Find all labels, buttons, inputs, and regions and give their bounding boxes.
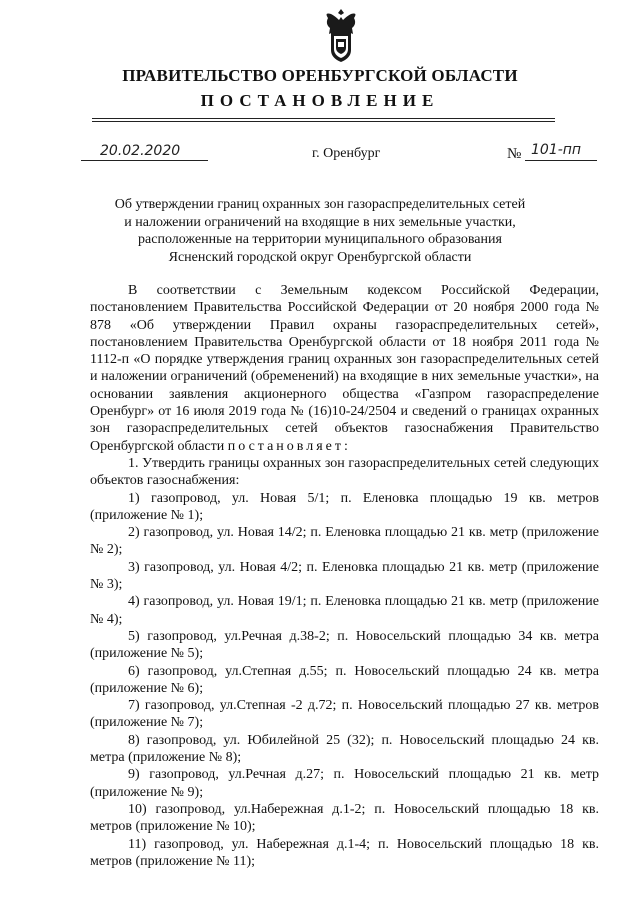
subject-line: Об утверждении границ охранных зон газораспределительных сетей (114, 197, 526, 212)
document-city: г. Оренбург (312, 146, 381, 161)
date-underline (81, 160, 208, 161)
subject-line: Ясненский городской округ Оренбургской области (168, 249, 472, 265)
subject-line: и наложении ограничений на входящие в них земельные участки, (124, 214, 516, 230)
list-item: 10) газопровод, ул.Набережная д.1-2; п. Новосельский площадью 18 кв. метров (приложение № 10); (90, 801, 599, 835)
document-date: 20.02.2020 (100, 143, 181, 159)
decree-word: постановляет: (227, 438, 351, 454)
list-item: 9) газопровод, ул.Речная д.27; п. Новосельский площадью 21 кв. метр (приложение № 9); (90, 767, 599, 800)
list-item: 1) газопровод, ул. Новая 5/1; п. Еленовка площадью 19 кв. метров (приложение № 1); (90, 490, 599, 523)
list-item: 1. Утвердить границы охранных зон газораспределительных сетей следующих объектов газоснабжения: (90, 455, 599, 489)
document-number: 101-пп (531, 142, 582, 158)
subject-line: расположенные на территории муниципального образования (138, 232, 502, 247)
list-item: 3) газопровод, ул. Новая 4/2; п. Еленовка площадью 21 кв. метр (приложение № 3); (90, 559, 599, 593)
document-body (90, 282, 599, 870)
number-label: № (507, 146, 522, 162)
preamble-text: В соответствии с Земельным кодексом Российской Федерации, постановлением Правительства Российской Федерации от 20 ноября 2000 года № 878 «Об утверждении Правил охраны газораспределительных сетей», постановлением Правительства Оренбургской области от 18 ноября 2011 года № 1112-п «О порядке утверждения границ охранных зон газораспределительных сетей и наложении ограничений (обременений) на входящие в них земельные участки», на основании заявления акционерного общества «Газпром газораспределение Оренбург» от 16 июля 2019 года № (16)10-24/2504 и сведений о границах охранных зон газораспределительных сетей объектов газоснабжения Правительство Оренбургской области (90, 283, 599, 454)
number-underline (525, 160, 597, 161)
coat-of-arms-icon (322, 8, 360, 64)
list-item: 7) газопровод, ул.Степная -2 д.72; п. Новосельский площадью 27 кв. метров (приложение № 7); (90, 698, 599, 731)
list-item: 6) газопровод, ул.Степная д.55; п. Новосельский площадью 24 кв. метра (приложение № 6); (90, 663, 599, 696)
list-item: 4) газопровод, ул. Новая 19/1; п. Еленовка площадью 21 кв. метр (приложение № 4); (90, 594, 599, 627)
list-item: 5) газопровод, ул.Речная д.38-2; п. Новосельский площадью 34 кв. метра (приложение № 5); (90, 628, 599, 662)
header-rule-thick (92, 118, 555, 119)
list-item: 2) газопровод, ул. Новая 14/2; п. Еленовка площадью 21 кв. метр (приложение № 2); (90, 525, 599, 558)
list-item: 11) газопровод, ул. Набережная д.1-4; п. Новосельский площадью 18 кв. метров (приложение № 11); (90, 836, 599, 869)
government-title: ПРАВИТЕЛЬСТВО ОРЕНБУРГСКОЙ ОБЛАСТИ (122, 66, 518, 85)
document-type: ПОСТАНОВЛЕНИЕ (200, 91, 440, 110)
list-item: 8) газопровод, ул. Юбилейной 25 (32); п. Новосельский площадью 24 кв. метра (приложение № 8); (90, 732, 599, 766)
preamble-paragraph (90, 282, 599, 455)
document-subject (80, 196, 560, 266)
header-rule-thin (92, 121, 555, 122)
